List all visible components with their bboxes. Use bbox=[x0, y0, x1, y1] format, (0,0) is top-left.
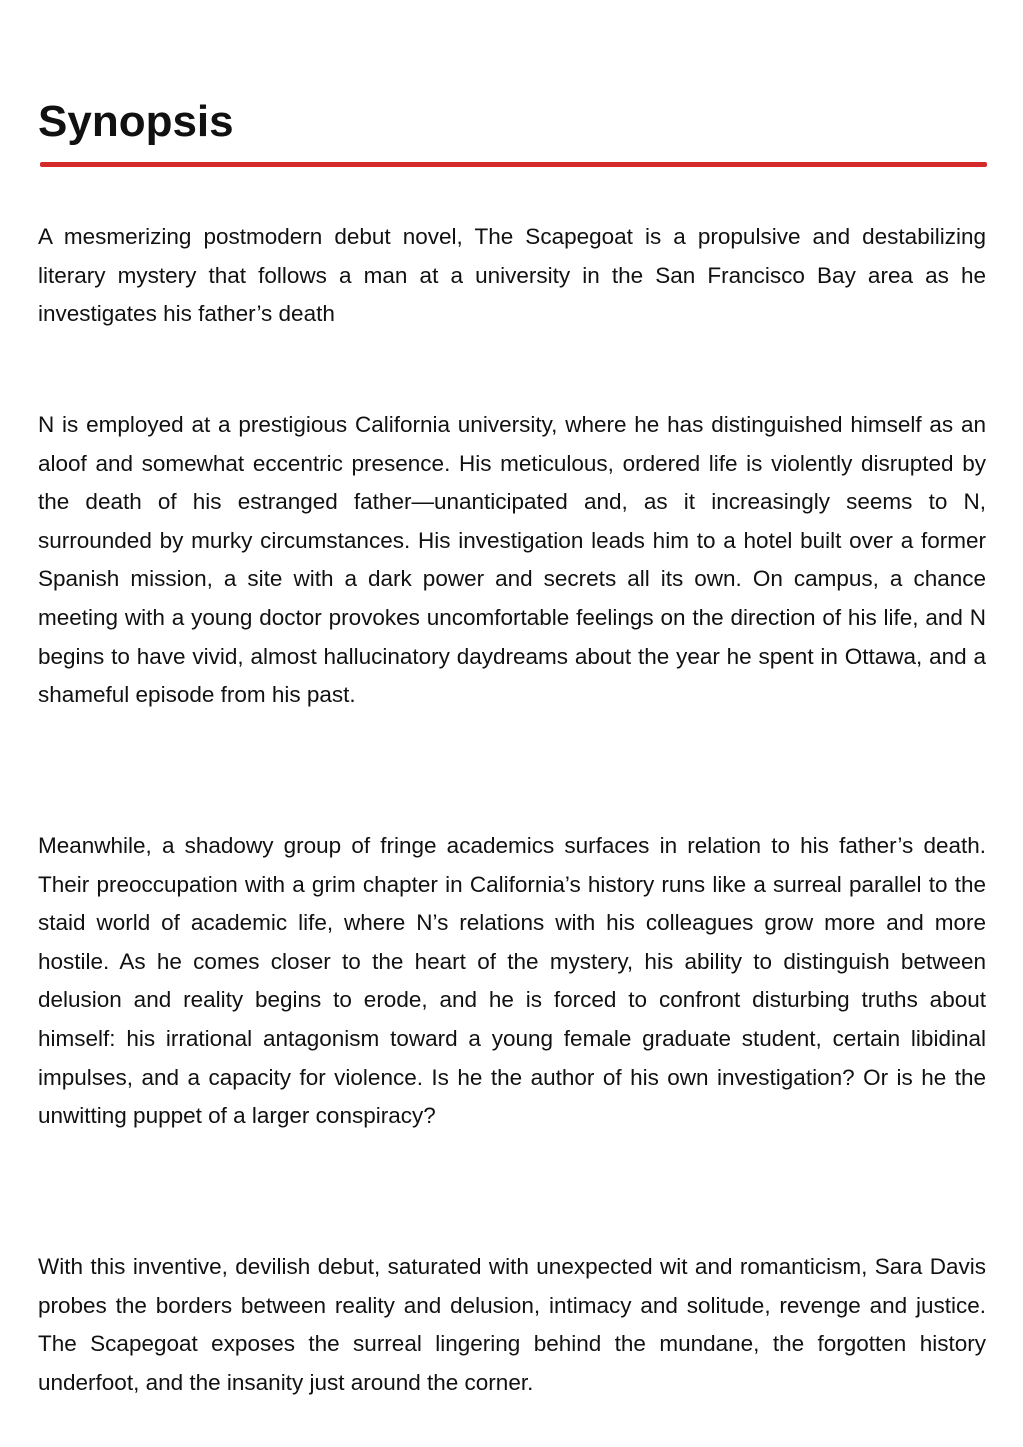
page-title: Synopsis bbox=[38, 97, 234, 146]
synopsis-paragraph-1: A mesmerizing postmodern debut novel, The Scapegoat is a propulsive and destabilizing literary mystery that follows a man at a university in the San Francisco Bay area as he investigates his father’s death bbox=[38, 224, 986, 327]
synopsis-paragraph-2: N is employed at a prestigious California university, where he has distinguished himself as an aloof and somewhat eccentric presence. His meticulous, ordered life is violently disrupted by the death of his estranged father—unanticipated and, as it increasingly seems to N, surrounded by murky circumstances. His investigation leads him to a hotel built over a former Spanish mission, a site with a dark power and secrets all its own. On campus, a chance meeting with a young doctor provokes uncomfortable feelings on the direction of his life, and N begins to have vivid, almost hallucinatory daydreams about the year he spent in Ottawa, and a shameful episode from his past. bbox=[38, 412, 986, 708]
title-divider bbox=[40, 162, 987, 167]
synopsis-page bbox=[38, 0, 986, 1447]
synopsis-paragraph-3: Meanwhile, a shadowy group of fringe academics surfaces in relation to his father’s death. Their preoccupation with a grim chapter in California’s history runs like a surreal parallel to the staid world of academic life, where N’s relations with his colleagues grow more and more hostile. As he comes closer to the heart of the mystery, his ability to distinguish between delusion and reality begins to erode, and he is forced to confront disturbing truths about himself: his irrational antagonism toward a young female graduate student, certain libidinal impulses, and a capacity for violence. Is he the author of his own investigation? Or is he the unwitting puppet of a larger conspiracy? bbox=[38, 833, 986, 1129]
synopsis-paragraph-4: With this inventive, devilish debut, saturated with unexpected wit and romanticism, Sara Davis probes the borders between reality and delusion, intimacy and solitude, revenge and justice. The Scapegoat exposes the surreal lingering behind the mundane, the forgotten history underfoot, and the insanity just around the corner. bbox=[38, 1254, 986, 1395]
